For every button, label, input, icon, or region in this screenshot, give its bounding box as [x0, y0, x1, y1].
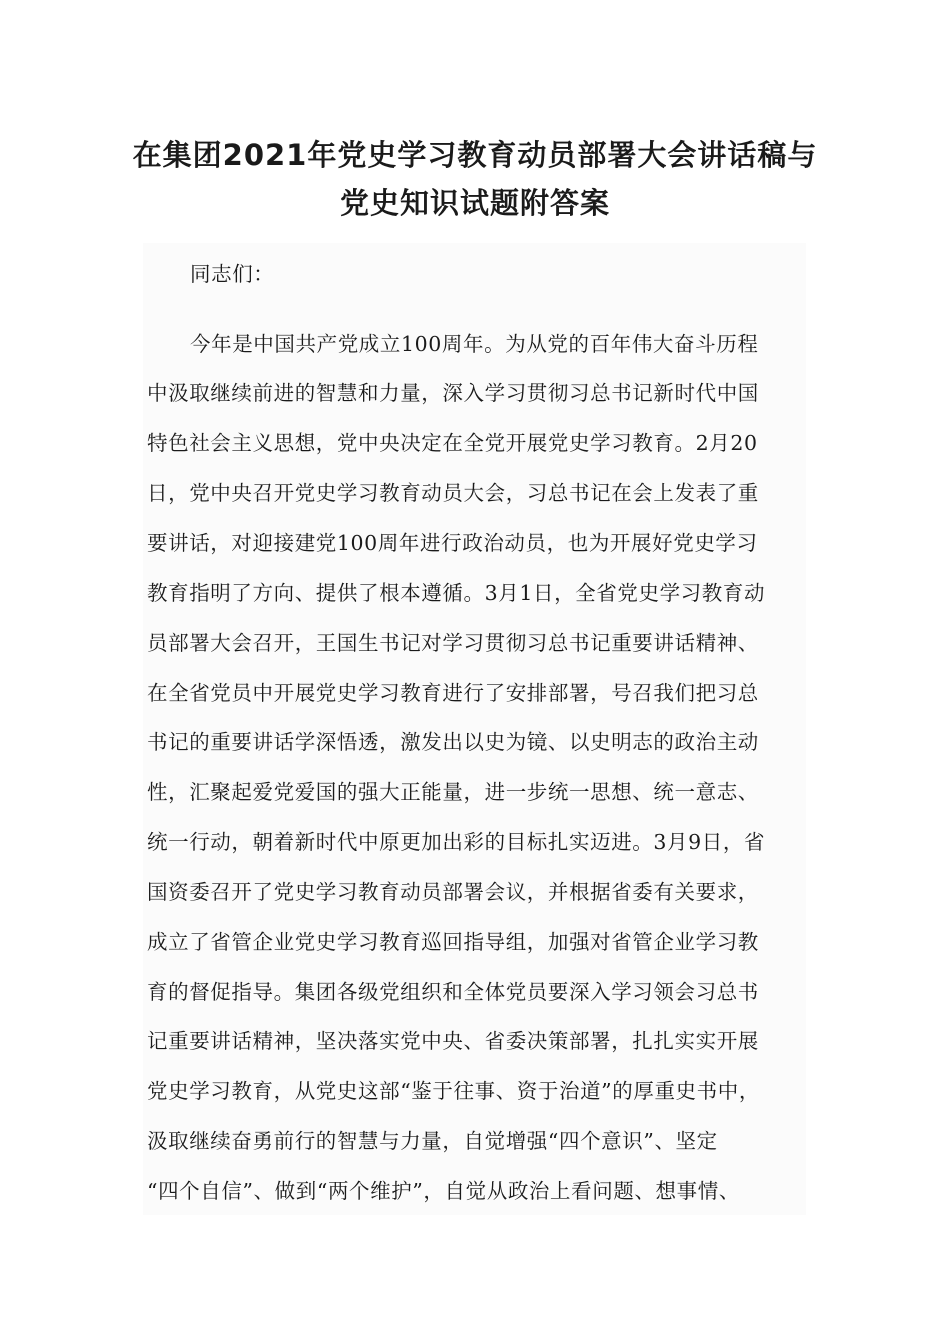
paragraph-line: 书记的重要讲话学深悟透，激发出以史为镜、以史明志的政治主动 [147, 730, 759, 754]
paragraph-line: 成立了省管企业党史学习教育巡回指导组，加强对省管企业学习教 [147, 930, 759, 954]
paragraph-line: 特色社会主义思想，党中央决定在全党开展党史学习教育。2月20 [147, 431, 758, 455]
paragraph-line: 教育指明了方向、提供了根本遵循。3月1日，全省党史学习教育动 [147, 581, 766, 605]
paragraph-line: “四个自信”、做到“两个维护”，自觉从政治上看问题、想事情、 [147, 1179, 740, 1203]
paragraph-line: 汲取继续奋勇前行的智慧与力量，自觉增强“四个意识”、坚定 [147, 1129, 718, 1153]
document-title-line-2: 党史知识试题附答案 [339, 186, 610, 220]
paragraph-line: 要讲话，对迎接建党100周年进行政治动员，也为开展好党史学习 [147, 531, 758, 555]
paragraph-line: 性，汇聚起爱党爱国的强大正能量，进一步统一思想、统一意志、 [147, 780, 759, 804]
paragraph-line: 日，党中央召开党史学习教育动员大会，习总书记在会上发表了重 [147, 481, 759, 505]
salutation: 同志们： [190, 262, 275, 286]
paragraph-line: 今年是中国共产党成立100周年。为从党的百年伟大奋斗历程 [190, 332, 759, 356]
paragraph-line: 党史学习教育，从党史这部“鉴于往事、资于治道”的厚重史书中， [147, 1079, 760, 1103]
paragraph-line: 国资委召开了党史学习教育动员部署会议，并根据省委有关要求， [147, 880, 759, 904]
paragraph-line: 员部署大会召开，王国生书记对学习贯彻习总书记重要讲话精神、 [147, 631, 759, 655]
paragraph-line: 中汲取继续前进的智慧和力量，深入学习贯彻习总书记新时代中国 [147, 381, 759, 405]
paragraph-line: 统一行动，朝着新时代中原更加出彩的目标扎实迈进。3月9日，省 [147, 830, 766, 854]
paragraph-line: 育的督促指导。集团各级党组织和全体党员要深入学习领会习总书 [147, 980, 759, 1004]
document-title-line-1: 在集团2021年党史学习教育动员部署大会讲话稿与 [132, 138, 818, 172]
paragraph-line: 在全省党员中开展党史学习教育进行了安排部署，号召我们把习总 [147, 681, 759, 705]
paragraph-line: 记重要讲话精神，坚决落实党中央、省委决策部署，扎扎实实开展 [147, 1029, 759, 1053]
